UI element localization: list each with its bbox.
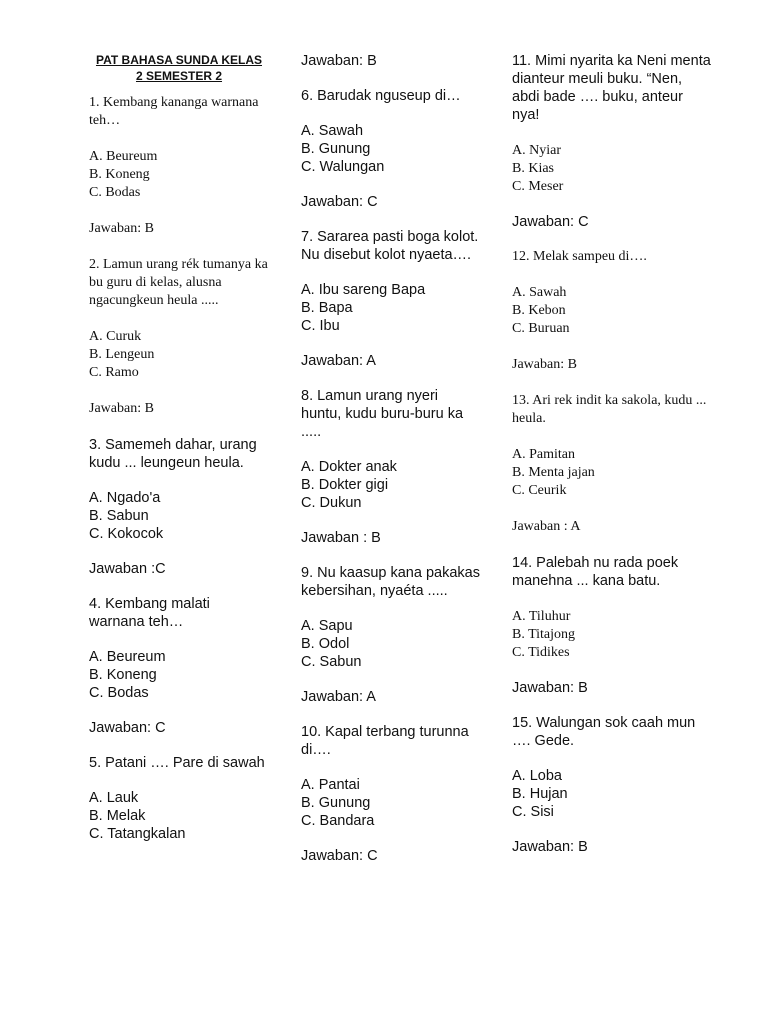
- answer-text: Jawaban :C: [89, 561, 166, 577]
- question-text: 15. Walungan sok caah mun …. Gede.: [512, 715, 700, 749]
- question-text: 13. Ari rek indit ka sakola, kudu ... heula.: [512, 393, 710, 426]
- options-list: [512, 446, 712, 500]
- column-2: [301, 52, 484, 882]
- option-item: C. Sabun: [301, 654, 362, 670]
- options-list: [301, 617, 481, 671]
- question-block: [89, 436, 269, 578]
- option-item: B. Odol: [301, 636, 350, 652]
- option-item: A. Sapu: [301, 618, 353, 634]
- options-list: [89, 489, 269, 543]
- question-block: [301, 87, 481, 211]
- options-list: [89, 789, 269, 843]
- option-item: C. Bodas: [89, 185, 141, 200]
- question-text: 12. Melak sampeu di….: [512, 249, 647, 264]
- option-item: B. Dokter gigi: [301, 477, 389, 493]
- option-item: C. Bandara: [301, 813, 375, 829]
- option-item: B. Sabun: [89, 508, 149, 524]
- option-item: C. Dukun: [301, 495, 362, 511]
- question-text: 8. Lamun urang nyeri huntu, kudu buru-buru ka .....: [301, 388, 468, 440]
- options-list: [301, 281, 481, 335]
- column-3: [512, 52, 715, 873]
- option-item: C. Ramo: [89, 365, 139, 380]
- answer-text: Jawaban: C: [512, 214, 589, 230]
- question-text: 9. Nu kaasup kana pakakas kebersihan, nyaéta .....: [301, 565, 484, 599]
- question-block: [301, 564, 484, 706]
- option-item: B. Koneng: [89, 167, 150, 182]
- option-item: B. Melak: [89, 808, 146, 824]
- question-block: [301, 52, 481, 70]
- answer-text: Jawaban: C: [301, 194, 378, 210]
- options-list: [89, 328, 269, 382]
- answer-text: Jawaban: C: [89, 720, 166, 736]
- option-item: B. Kias: [512, 161, 554, 176]
- option-item: B. Bapa: [301, 300, 353, 316]
- option-item: B. Lengeun: [89, 347, 155, 362]
- option-item: A. Nyiar: [512, 143, 561, 158]
- option-item: C. Sisi: [512, 804, 554, 820]
- title-line-2: 2 SEMESTER 2: [135, 69, 223, 83]
- question-text: 14. Palebah nu rada poek manehna ... kana batu.: [512, 555, 683, 589]
- question-text: 7. Sararea pasti boga kolot. Nu disebut kolot nyaeta….: [301, 229, 483, 263]
- option-item: A. Ibu sareng Bapa: [301, 282, 426, 298]
- question-block: [301, 723, 481, 865]
- option-item: A. Tiluhur: [512, 609, 571, 624]
- option-item: B. Titajong: [512, 627, 576, 642]
- answer-text: Jawaban: B: [301, 53, 377, 69]
- option-item: B. Gunung: [301, 795, 371, 811]
- option-item: A. Pamitan: [512, 447, 575, 462]
- options-list: [512, 284, 712, 338]
- option-item: B. Hujan: [512, 786, 568, 802]
- question-block: [89, 595, 269, 737]
- options-list: [301, 458, 481, 512]
- option-item: A. Lauk: [89, 790, 139, 806]
- option-item: A. Dokter anak: [301, 459, 397, 475]
- answer-text: Jawaban: B: [512, 839, 588, 855]
- question-block: [512, 714, 712, 856]
- options-list: [512, 608, 712, 662]
- question-text: 3. Samemeh dahar, urang kudu ... leungeun heula.: [89, 437, 261, 471]
- options-list: [301, 122, 481, 176]
- question-block: [89, 256, 272, 418]
- question-text: 11. Mimi nyarita ka Neni menta dianteur meuli buku. “Nen, abdi bade …. buku, anteur nya!: [512, 53, 715, 123]
- options-list: [301, 776, 481, 830]
- answer-text: Jawaban : B: [301, 530, 381, 546]
- options-list: [89, 148, 269, 202]
- question-block: [512, 554, 712, 697]
- question-block: [512, 52, 715, 231]
- option-item: B. Menta jajan: [512, 465, 595, 480]
- question-block: [301, 387, 481, 547]
- question-text: 4. Kembang malati warnana teh…: [89, 596, 214, 630]
- question-text: 6. Barudak nguseup di…: [301, 88, 461, 104]
- answer-text: Jawaban : A: [512, 519, 581, 534]
- option-item: A. Ngado'a: [89, 490, 161, 506]
- column-1: [89, 52, 272, 843]
- option-item: C. Meser: [512, 179, 564, 194]
- option-item: C. Walungan: [301, 159, 385, 175]
- title-line-1: PAT BAHASA SUNDA KELAS: [95, 53, 262, 67]
- answer-text: Jawaban: C: [301, 848, 378, 864]
- answer-text: Jawaban: B: [512, 680, 588, 696]
- option-item: C. Ibu: [301, 318, 340, 334]
- options-list: [89, 648, 269, 702]
- option-item: A. Pantai: [301, 777, 360, 793]
- option-item: A. Curuk: [89, 329, 142, 344]
- page-title: [89, 52, 269, 84]
- answer-text: Jawaban: B: [512, 357, 577, 372]
- option-item: C. Bodas: [89, 685, 149, 701]
- question-text: 5. Patani …. Pare di sawah: [89, 755, 265, 771]
- option-item: C. Tidikes: [512, 645, 570, 660]
- option-item: C. Kokocok: [89, 526, 164, 542]
- options-list: [512, 767, 712, 821]
- options-list: [512, 142, 712, 196]
- option-item: B. Koneng: [89, 667, 157, 683]
- question-block: [89, 754, 269, 843]
- answer-text: Jawaban: B: [89, 221, 154, 236]
- question-block: [89, 94, 269, 238]
- option-item: C. Tatangkalan: [89, 826, 186, 842]
- option-item: A. Loba: [512, 768, 562, 784]
- question-text: 1. Kembang kananga warnana teh…: [89, 95, 262, 128]
- option-item: C. Ceurik: [512, 483, 567, 498]
- option-item: A. Beureum: [89, 649, 166, 665]
- option-item: A. Sawah: [512, 285, 567, 300]
- answer-text: Jawaban: A: [301, 689, 376, 705]
- question-block: [512, 392, 712, 536]
- question-text: 2. Lamun urang rék tumanya ka bu guru di kelas, alusna ngacungkeun heula .....: [89, 257, 272, 308]
- question-block: [301, 228, 481, 370]
- question-text: 10. Kapal terbang turunna di….: [301, 724, 473, 758]
- answer-text: Jawaban: A: [301, 353, 376, 369]
- option-item: B. Gunung: [301, 141, 371, 157]
- option-item: A. Beureum: [89, 149, 158, 164]
- option-item: A. Sawah: [301, 123, 364, 139]
- answer-text: Jawaban: B: [89, 401, 154, 416]
- option-item: B. Kebon: [512, 303, 566, 318]
- question-block: [512, 248, 712, 374]
- option-item: C. Buruan: [512, 321, 570, 336]
